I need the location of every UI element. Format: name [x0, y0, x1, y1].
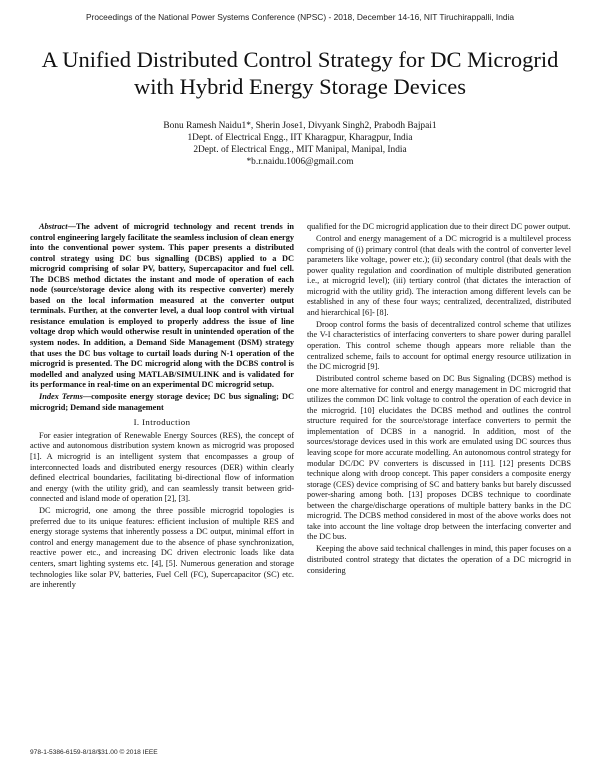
author-names: Bonu Ramesh Naidu1*, Sherin Jose1, Divyank Singh2, Prabodh Bajpai1 — [163, 121, 437, 131]
right-column — [307, 222, 571, 578]
abstract-text: —The advent of microgrid technology and recent trends in control engineering largely facilitate the seamless inclusion of clean energy into the conventional power system. This paper presents a distributed control strategy using DC bus signalling (DCBS) applied to a DC microgrid comprising of solar PV, battery, Supercapacitor and fuel cell. The DCBS method dictates the instant and mode of operation of each node (source/storage device along with its respective converter) merely based on the local information measured at the converter output terminals. Further, at the converter level, a dual loop control with virtual resistance emulation is employed to properly address the issue of line voltage drop which would otherwise result in unintended operation of the system nodes. In addition, a Demand Side Management (DSM) strategy that uses the DC bus voltage to curtail loads during N-1 operation of the microgrid is presented. The DC microgrid along with the DCBS control is modelled and analyzed using MATLAB/SIMULINK and is validated for its performance in real-time on an experimental DC microgrid setup. — [30, 222, 294, 390]
copyright-footer: 978-1-5386-6159-8/18/$31.00 © 2018 IEEE — [30, 749, 158, 756]
index-terms-text: —composite energy storage device; DC bus signaling; DC microgrid; Demand side management — [30, 392, 294, 412]
section-heading: I. Introduction — [133, 417, 191, 428]
paragraph: Distributed control scheme based on DC Bus Signaling (DCBS) method is one more alternative for control and energy management in DC microgrid that utilizes the common DC link voltage to control the operation of each device in the microgrid. [10] elucidates the DCBS method and outlines the control structure required for the source/storage interface converters to permit the implementation of DCBS in a nanogrid. In addition, most of the sources/storage devices used in this work are emulated using DC sources thus leaving scope for more accurate modelling. An autonomous control strategy for modular DC/DC PV converters is discussed in [11]. [12] presents DCBS technique along with droop concept. This paper considers a composite energy storage (CES) device comprising of SC and battery banks but barely discussed power-sharing among both. [13] proposes DCBS technique to coordinate between the charge/discharge operations of multiple battery banks in the DC microgrid. The DCBS method considered in most of the above works does not take into account the line voltage drop between the interfacing converter and the DC bus. — [307, 374, 571, 542]
paper-title: A Unified Distributed Control Strategy for DC Microgrid with Hybrid Energy Storage Devices — [41, 47, 559, 99]
paragraph: DC microgrid, one among the three possible microgrid topologies is preferred due to its unique features: efficient inclusion of multiple RES and energy storage systems that inherently possess a DC output, minimal effort in control and energy management due to the absence of phase synchronization, reactive power etc., and increasing DC driven electronic loads like data centers, smart lighting systems etc. [4], [5]. Numerous generation and storage technologies like solar PV, batteries, Fuel Cell (FC), Supercapacitor (SC) etc. are inherently — [30, 506, 294, 590]
affiliation-1: 1Dept. of Electrical Engg., IIT Kharagpur, Kharagpur, India — [187, 133, 413, 143]
paragraph: Droop control forms the basis of decentralized control scheme that utilizes the V-I characteristics of interfacing converters to share power during parallel operation. This control scheme though appears more reliable than the centralized scheme, fails to account for optimal energy resource utilization in the DC microgrid [9]. — [307, 319, 571, 372]
left-column — [30, 222, 294, 592]
index-terms-label: Index Terms — [39, 392, 83, 402]
paragraph: Keeping the above said technical challenges in mind, this paper focuses on a distributed control strategy that dictates the operation of a DC microgrid in considering — [307, 544, 571, 575]
index-terms — [30, 392, 294, 413]
abstract-label: Abstract — [39, 222, 68, 231]
affiliation-2: 2Dept. of Electrical Engg., MIT Manipal, Manipal, India — [193, 145, 407, 155]
author-email: *b.r.naidu.1006@gmail.com — [246, 157, 354, 167]
author-block — [0, 120, 600, 168]
paragraph: For easier integration of Renewable Energy Sources (RES), the concept of active and autonomous distribution system known as microgrid was proposed [1]. A microgrid is an intelligent system that encompasses a group of interconnected loads and distributed energy resources (DER) within clearly defined electrical boundaries, facilitating bi-directional flow of information and energy (with the utility grid), and can seamlessly transit between grid-connected and island mode of operation [2], [3]. — [30, 430, 294, 504]
conference-header: Proceedings of the National Power Systems Conference (NPSC) - 2018, December 14-16, NIT Tiruchirappalli, India — [85, 12, 515, 22]
paragraph: qualified for the DC microgrid application due to their direct DC power output. — [307, 222, 571, 231]
abstract — [30, 222, 294, 391]
paragraph: Control and energy management of a DC microgrid is a multilevel process comprising of (i) primary control (that deals with the control of converter level parameters like voltage, power etc.); (ii) secondary control (that deals with the power quality regulation and coordination of multiple distributed generation i.e., at microgrid level); (iii) tertiary control (that dictates the interaction of microgrid with the utility grid). The interaction among different levels can be established in any of these four ways; centralized, decentralized, distributed and hierarchical [6]- [8]. — [307, 234, 571, 317]
